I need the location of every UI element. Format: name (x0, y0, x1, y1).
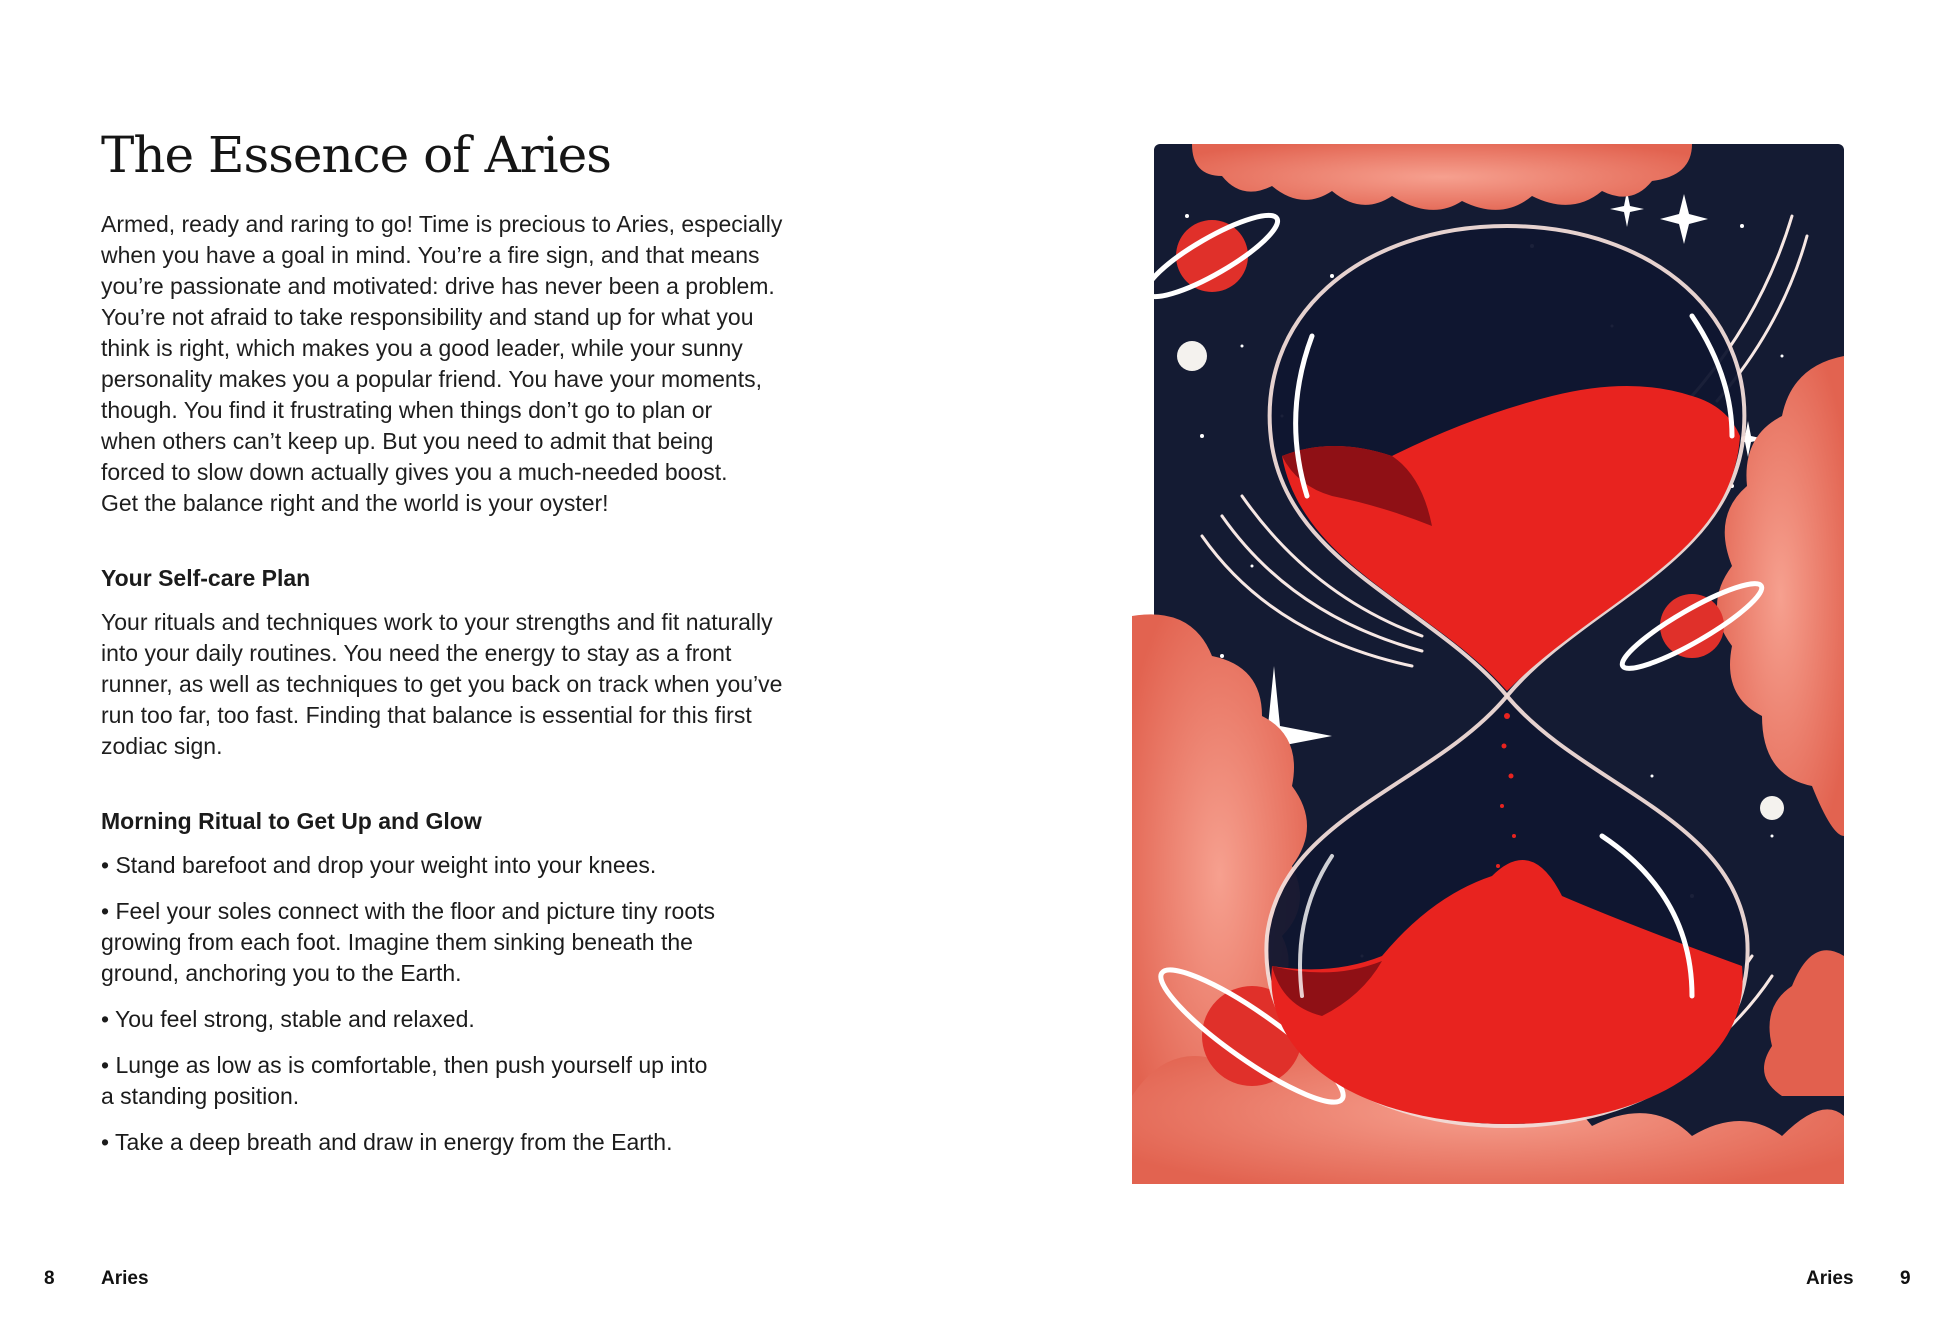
bullet-item (101, 1004, 821, 1035)
left-page (101, 128, 821, 1173)
bullet-line: • Lunge as low as is comfortable, then push yourself up into (101, 1052, 708, 1078)
selfcare-line: zodiac sign. (101, 733, 223, 759)
left-running-head: Aries (101, 1268, 149, 1289)
ritual-bullet-list (101, 850, 821, 1158)
intro-line: You’re not afraid to take responsibility and stand up for what you (101, 304, 754, 330)
bullet-line: growing from each foot. Imagine them sinking beneath the (101, 929, 693, 955)
bullet-item (101, 1050, 821, 1112)
left-page-number: 8 (44, 1268, 55, 1289)
selfcare-heading: Your Self-care Plan (101, 565, 311, 591)
intro-paragraph (101, 209, 821, 519)
bullet-line: • Feel your soles connect with the floor and picture tiny roots (101, 898, 716, 924)
intro-line: think is right, which makes you a good leader, while your sunny (101, 335, 743, 361)
bullet-line: a standing position. (101, 1083, 300, 1109)
selfcare-line: runner, as well as techniques to get you back on track when you’ve (101, 671, 783, 697)
bullet-item (101, 1127, 821, 1158)
bullet-line: • You feel strong, stable and relaxed. (101, 1006, 475, 1032)
bullet-item (101, 896, 821, 989)
page-title: The Essence of Aries (101, 126, 611, 184)
bullet-item (101, 850, 821, 881)
intro-line: Armed, ready and raring to go! Time is precious to Aries, especially (101, 211, 783, 237)
selfcare-line: run too far, too fast. Finding that balance is essential for this first (101, 702, 752, 728)
hourglass-illustration (1132, 136, 1854, 1199)
intro-line: you’re passionate and motivated: drive has never been a problem. (101, 273, 775, 299)
selfcare-line: Your rituals and techniques work to your strengths and fit naturally (101, 609, 773, 635)
right-page-number: 9 (1900, 1268, 1911, 1289)
intro-line: personality makes you a popular friend. You have your moments, (101, 366, 762, 392)
intro-line: forced to slow down actually gives you a much-needed boost. (101, 459, 728, 485)
bullet-line: ground, anchoring you to the Earth. (101, 960, 462, 986)
selfcare-line: into your daily routines. You need the energy to stay as a front (101, 640, 732, 666)
intro-line: when you have a goal in mind. You’re a fire sign, and that means (101, 242, 760, 268)
intro-line: though. You find it frustrating when things don’t go to plan or (101, 397, 713, 423)
right-running-head: Aries (1806, 1268, 1854, 1289)
moon-right-bottom (1760, 796, 1784, 820)
hourglass-artwork (1132, 136, 1854, 1199)
intro-line: when others can’t keep up. But you need to admit that being (101, 428, 714, 454)
selfcare-paragraph (101, 607, 821, 762)
bullet-line: • Stand barefoot and drop your weight into your knees. (101, 852, 657, 878)
moon-left (1177, 341, 1207, 371)
intro-line: Get the balance right and the world is your oyster! (101, 490, 609, 516)
bullet-line: • Take a deep breath and draw in energy from the Earth. (101, 1129, 673, 1155)
ritual-heading: Morning Ritual to Get Up and Glow (101, 808, 482, 834)
